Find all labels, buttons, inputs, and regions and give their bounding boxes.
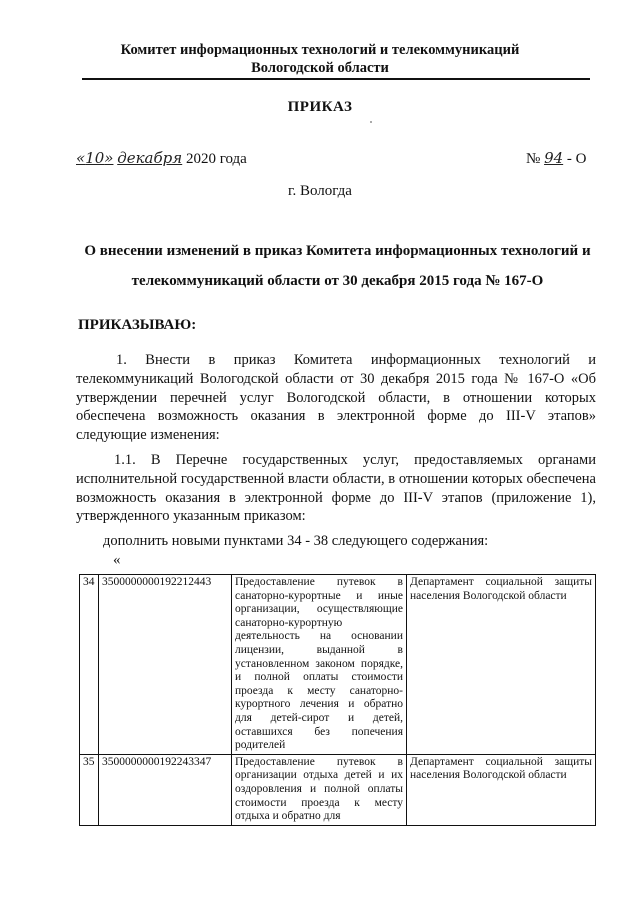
table-row (80, 575, 596, 755)
date-open-quote: « (76, 149, 86, 167)
organization-region: Вологодской области (251, 60, 389, 76)
date-month-handwritten: декабря (117, 149, 183, 167)
organization-name: Комитет информационных технологий и телекоммуникаций (120, 42, 520, 58)
number-suffix: - О (563, 151, 587, 167)
order-subject (80, 236, 595, 296)
order-word: ПРИКАЗЫВАЮ: (78, 317, 197, 333)
row-number: 35 (80, 754, 99, 825)
paragraph-3 (76, 532, 596, 551)
paragraph-2-first: 1.1. В Перечне государственных услуг, предоставляемых органами (114, 452, 596, 468)
document-title: ПРИКАЗ (287, 99, 353, 115)
table-row (80, 754, 596, 825)
responsible-department: Департамент социальной защиты населения Вологодской области (407, 754, 596, 825)
number-prefix: № (526, 151, 545, 167)
header-rule (82, 78, 590, 80)
responsible-department: Департамент социальной защиты населения Вологодской области (407, 575, 596, 755)
paragraph-1 (76, 351, 596, 445)
service-name: Предоставление путевок в организации отдыха детей и их оздоровления и полной оплаты стоимости проезда к месту отдыха и обратно для (232, 754, 407, 825)
paragraph-1-first: 1. Внести в приказ Комитета информационных технологий и (116, 352, 596, 368)
date-close-quote: » (104, 149, 114, 167)
services-table (79, 574, 596, 826)
paragraph-3-text: дополнить новыми пунктами 34 - 38 следующего содержания: (103, 533, 489, 549)
city-name: г. Вологда (288, 183, 352, 199)
subject-line-2: телекоммуникаций области от 30 декабря 2015 года № 167-О (131, 273, 544, 289)
number-value-handwritten: 94 (544, 149, 564, 167)
opening-quote-mark: « (113, 552, 121, 568)
service-code: 3500000000192243347 (99, 754, 232, 825)
paragraph-2-rest: исполнительной государственной власти области, в отношении которых обеспечена возможность оказания в электронной форме до III-V этапов (приложение 1), утвержденного указанным приказом: (76, 470, 596, 525)
service-name: Предоставление путевок в санаторно-курортные и иные организации, осуществляющие санаторно-курортную деятельность на основании лицензии, выданной в установленном законом порядке, и полной оплаты стоимости проезда к месту санаторно-курортного лечения и обратно для детей-сирот и детей, оставшихся без попечения родителей (232, 575, 407, 755)
service-code: 3500000000192212443 (99, 575, 232, 755)
subject-line-1: О внесении изменений в приказ Комитета информационных технологий и (84, 243, 591, 259)
paragraph-1-rest: телекоммуникаций Вологодской области от 30 декабря 2015 года № 167-О «Об утверждении перечней услуг Вологодской области, в отношении которых обеспечена возможность оказания в электронной форме до III-V этапов» следующие изменения: (76, 370, 596, 444)
date-day-handwritten: 10 (85, 149, 105, 167)
date-year: 2020 года (182, 151, 247, 167)
paragraph-1-first-line (76, 351, 596, 370)
document-number (526, 149, 586, 168)
paragraph-2 (76, 451, 596, 526)
paragraph-2-first-line (76, 451, 596, 470)
scan-speck (370, 121, 372, 123)
row-number: 34 (80, 575, 99, 755)
document-date (76, 149, 247, 168)
